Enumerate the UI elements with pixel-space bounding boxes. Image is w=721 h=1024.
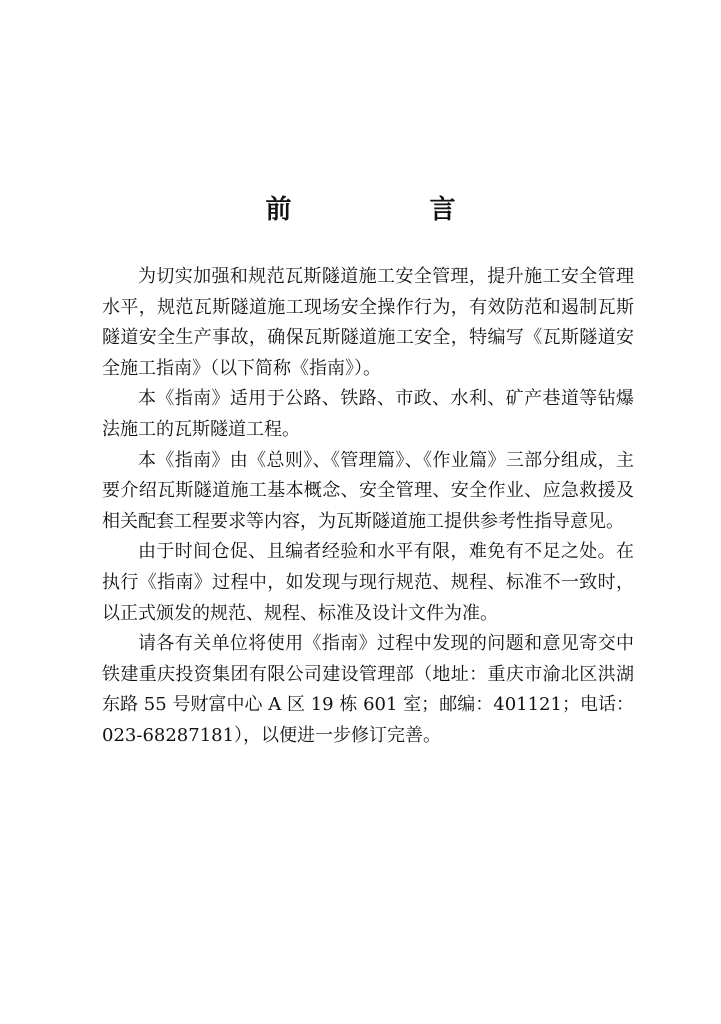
paragraph-structure: 本《指南》由《总则》、《管理篇》、《作业篇》三部分组成，主要介绍瓦斯隧道施工基本概念、安全管理、安全作业、应急救援及相关配套工程要求等内容，为瓦斯隧道施工提供参考性指导意见。 [102,449,634,532]
paragraph-disclaimer: 由于时间仓促、且编者经验和水平有限，难免有不足之处。在执行《指南》过程中，如发现与现行规范、规程、标准不一致时，以正式颁发的规范、规程、标准及设计文件为准。 [102,541,634,624]
paragraph-purpose: 为切实加强和规范瓦斯隧道施工安全管理，提升施工安全管理水平，规范瓦斯隧道施工现场安全操作行为，有效防范和遏制瓦斯隧道安全生产事故，确保瓦斯隧道施工安全，特编写《瓦斯隧道安全施工指南》（以下简称《指南》）。 [102,266,634,379]
preface-body [102,262,634,752]
page-title: 前 言 [265,195,512,225]
paragraph-contact: 请各有关单位将使用《指南》过程中发现的问题和意见寄交中铁建重庆投资集团有限公司建设管理部（地址：重庆市渝北区洪湖东路 55 号财富中心 A 区 19 栋 601 室；邮编：401121；电话：023-68287181），以便进一步修订完善。 [102,633,634,746]
paragraph-scope: 本《指南》适用于公路、铁路、市政、水利、矿产巷道等钻爆法施工的瓦斯隧道工程。 [102,388,634,440]
